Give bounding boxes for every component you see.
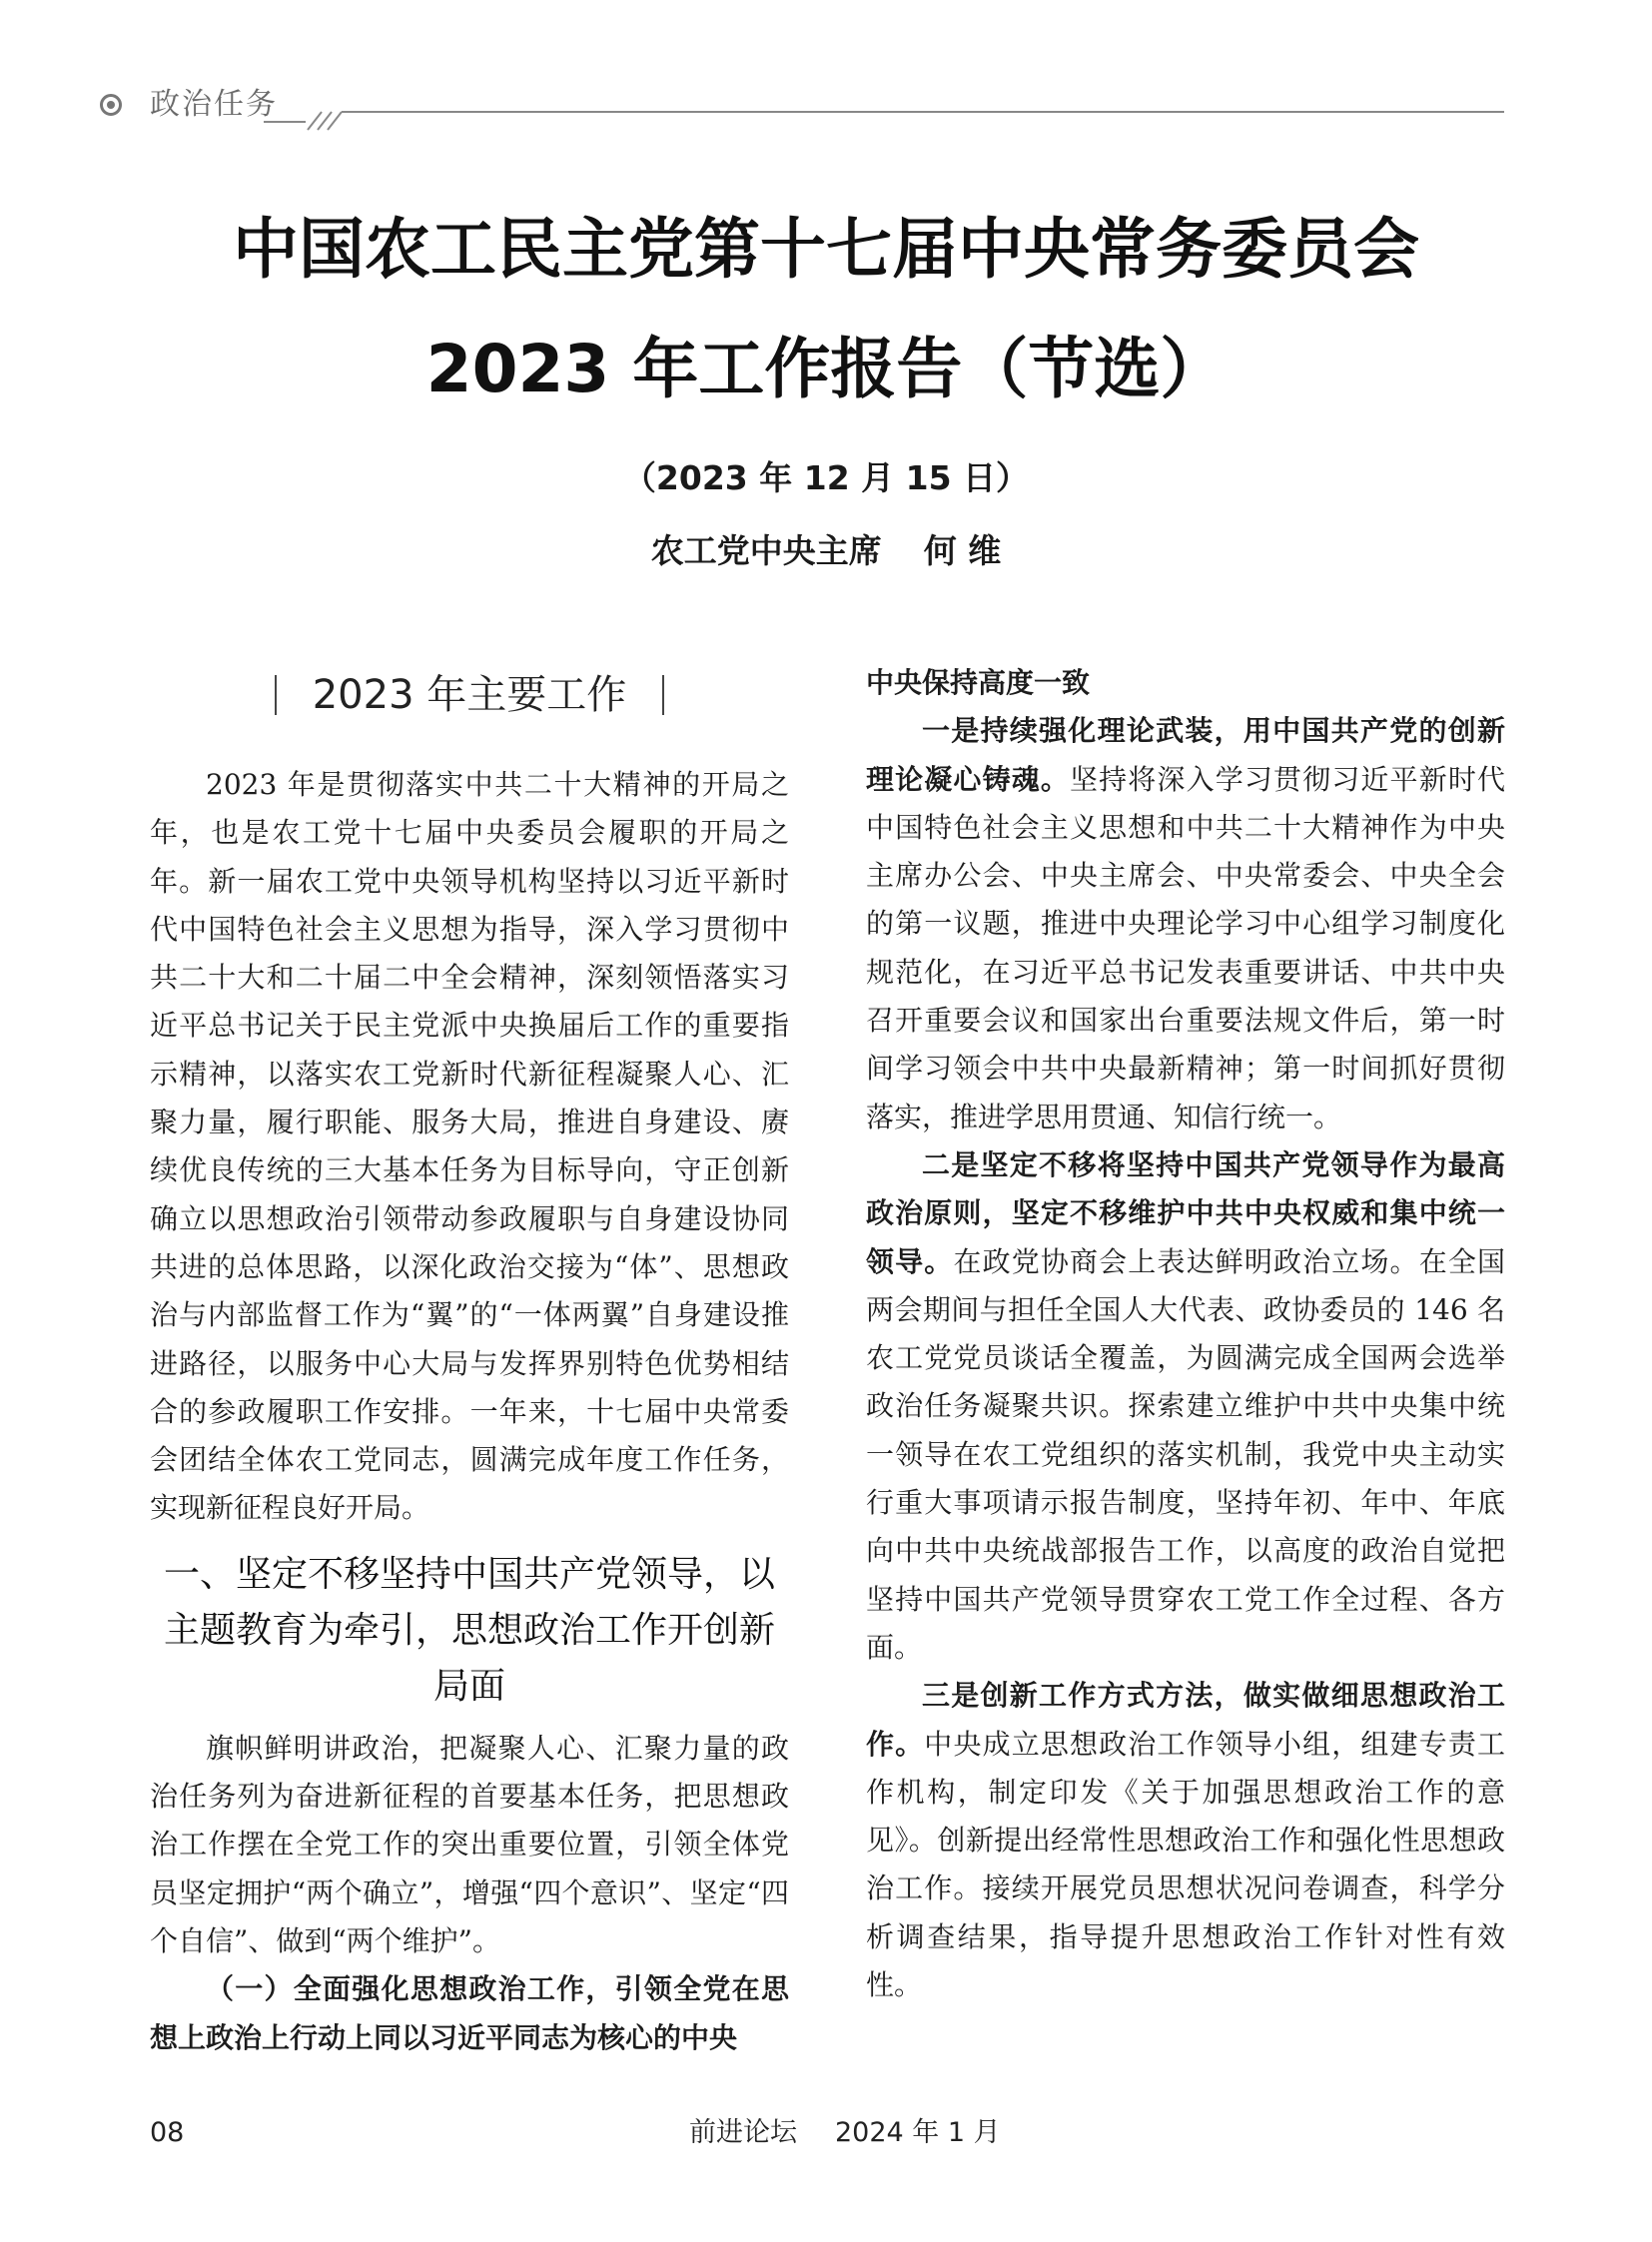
item-1-lead: 一是持续强化理论武装，用中国共产党的创新理论凝心铸魂。 (866, 714, 1505, 796)
section-name: 政治任务 (150, 87, 278, 122)
item-3-paragraph (866, 1672, 1505, 2009)
intro-paragraph: 2023 年是贯彻落实中共二十大精神的开局之年，也是农工党十七届中央委员会履职的开局之年。新一届农工党中央领导机构坚持以习近平新时代中国特色社会主义思想为指导，深入学习贯彻中共二十大和二十届二中全会精神，深刻领悟落实习近平总书记关于民主党派中央换届后工作的重要指示精神，以落实农工党新时代新征程凝聚人心、汇聚力量，履行职能、服务大局，推进自身建设、赓续优良传统的三大基本任务为目标导向，守正创新确立以思想政治引领带动参政履职与自身建设协同共进的总体思路，以深化政治交接为“体”、思想政治与内部监督工作为“翼”的“一体两翼”自身建设推进路径，以服务中心大局与发挥界别特色优势相结合的参政履职工作安排。一年来，十七届中央常委会团结全体农工党同志，圆满完成年度工作任务，实现新征程良好开局。 (150, 768, 789, 1525)
item-1-paragraph (866, 707, 1505, 1141)
author-name: 何 维 (923, 531, 1002, 570)
page-number: 08 (150, 2117, 185, 2148)
subheading-1: （一）全面强化思想政治工作，引领全党在思想上政治上行动上同以习近平同志为核心的中央 (150, 1972, 789, 2054)
journal-info (689, 2115, 1001, 2151)
article-title-line-2: 2023 年工作报告（节选） (425, 331, 1227, 407)
article-title-line-1: 中国农工民主党第十七届中央常务委员会 (233, 211, 1419, 288)
header-rule (96, 88, 1504, 132)
item-2-text: 在政党协商会上表达鲜明政治立场。在全国两会期间与担任全国人大代表、政协委员的 146 名农工党党员谈话全覆盖，为圆满完成全国两会选举政治任务凝聚共识。探索建立维护中共中央集中统一领导在农工党组织的落实机制，我党中央主动实行重大事项请示报告制度，坚持年初、年中、年底向中共中央统战部报告工作，以高度的政治自觉把坚持中国共产党领导贯穿农工党工作全过程、各方面。 (866, 1244, 1505, 1664)
journal-issue: 2024 年 1 月 (835, 2117, 1001, 2148)
section-heading-1-line-2: 主题教育为牵引，思想政治工作开创新局面 (163, 1609, 775, 1707)
running-header (96, 88, 1504, 132)
author-line (0, 529, 1652, 573)
report-date: （2023 年 12 月 15 日） (622, 458, 1030, 497)
item-1-text: 坚持将深入学习贯彻习近平新时代中国特色社会主义思想和中共二十大精神作为中央主席办公会、中央主席会、中央常委会、中央全会的第一议题，推进中央理论学习中心组学习制度化规范化，在习近平总书记发表重要讲话、中共中央召开重要会议和国家出台重要法规文件后，第一时间学习领会中共中央最新精神；第一时间抓好贯彻落实，推进学思用贯通、知信行统一。 (866, 762, 1505, 1133)
section-tag-bar-left (275, 675, 277, 715)
section-heading-1-line-1: 一、坚定不移坚持中国共产党领导，以 (163, 1553, 775, 1595)
author-role: 农工党中央主席 (650, 531, 882, 570)
subheading-1-continued: 中央保持高度一致 (866, 666, 1091, 699)
section-heading-1 (150, 1547, 789, 1715)
section-tag-text: 2023 年主要工作 (312, 671, 627, 718)
item-2-lead: 二是坚定不移将坚持中国共产党领导作为最高政治原则，坚定不移维护中共中央权威和集中统一领导。 (866, 1147, 1505, 1278)
left-column (150, 659, 789, 2062)
item-3-text: 中央成立思想政治工作领导小组，组建专责工作机构，制定印发《关于加强思想政治工作的意见》。创新提出经常性思想政治工作和强化性思想政治工作。接续开展党员思想状况问卷调查，科学分析调查结果，指导提升思想政治工作针对性有效性。 (866, 1727, 1505, 2002)
section-1-paragraph: 旗帜鲜明讲政治，把凝聚人心、汇聚力量的政治任务列为奋进新征程的首要基本任务，把思想政治工作摆在全党工作的突出重要位置，引领全体党员坚定拥护“两个确立”，增强“四个意识”、坚定“四个自信”、做到“两个维护”。 (150, 1731, 789, 1957)
section-tag (150, 659, 789, 731)
section-tag-bar-right (662, 675, 664, 715)
item-2-paragraph (866, 1141, 1505, 1672)
journal-name: 前进论坛 (689, 2117, 797, 2148)
right-column (866, 659, 1505, 2009)
item-3-lead: 三是创新工作方式方法，做实做细思想政治工作。 (866, 1679, 1505, 1761)
